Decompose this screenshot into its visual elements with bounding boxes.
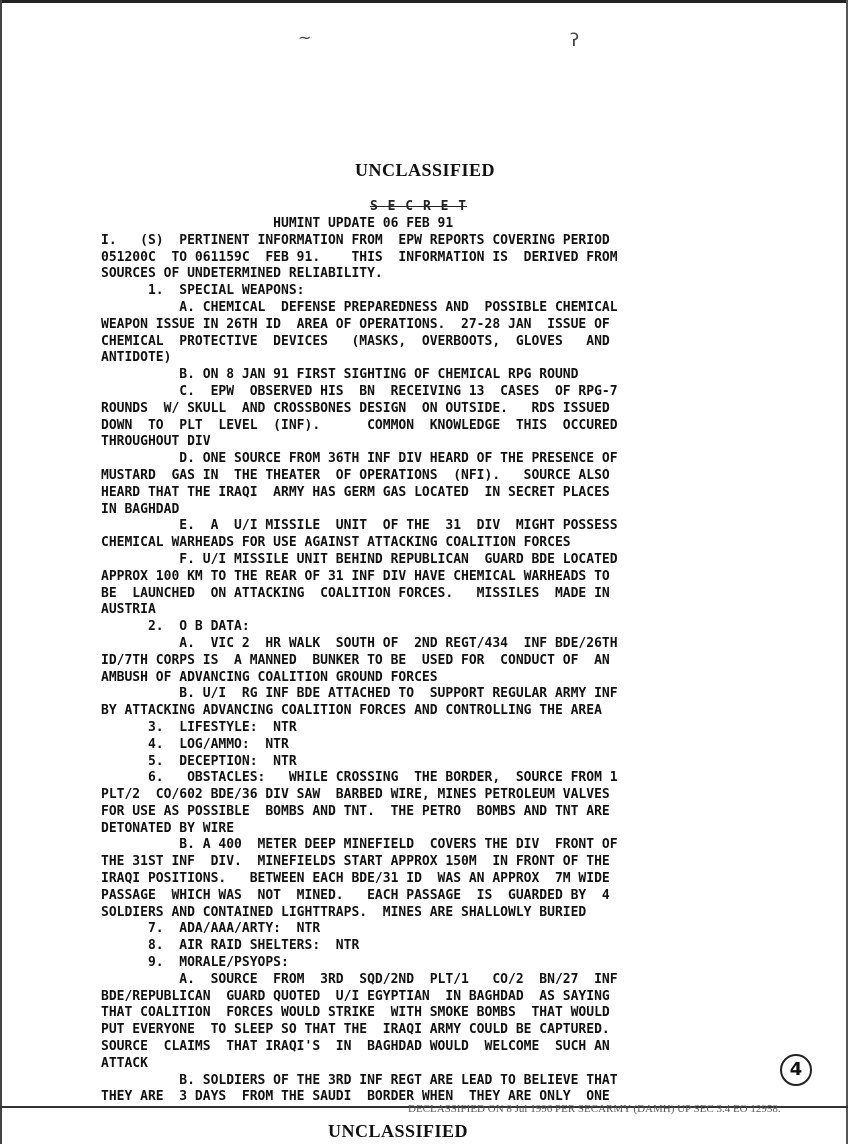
document-line: 1. SPECIAL WEAPONS: <box>101 283 305 299</box>
document-line: C. EPW OBSERVED HIS BN RECEIVING 13 CASES OF RPG-7 <box>101 383 618 399</box>
secret-marking-struck: S E C R E T <box>370 199 468 214</box>
document-line: PLT/2 CO/602 BDE/36 DIV SAW BARBED WIRE, MINES PETROLEUM VALVES <box>101 787 610 803</box>
document-line: HUMINT UPDATE 06 FEB 91 <box>101 216 454 231</box>
document-line: ANTIDOTE) <box>101 350 172 366</box>
document-line: SOURCES OF UNDETERMINED RELIABILITY. <box>101 266 383 282</box>
document-line: ROUNDS W/ SKULL AND CROSSBONES DESIGN ON OUTSIDE. RDS ISSUED <box>101 400 610 416</box>
document-line: I. (S) PERTINENT INFORMATION FROM EPW REPORTS COVERING PERIOD <box>101 232 610 248</box>
document-line: IRAQI POSITIONS. BETWEEN EACH BDE/31 ID WAS AN APPROX 7M WIDE <box>101 871 610 887</box>
document-line: PASSAGE WHICH WAS NOT MINED. EACH PASSAGE IS GUARDED BY 4 <box>101 887 610 903</box>
document-line: ATTACK <box>101 1055 148 1071</box>
document-line: THROUGHOUT DIV <box>101 434 211 450</box>
document-line: 8. AIR RAID SHELTERS: NTR <box>101 938 360 954</box>
document-line: B. U/I RG INF BDE ATTACHED TO SUPPORT REGULAR ARMY INF <box>101 686 618 702</box>
stray-pen-mark: ʔ <box>570 30 580 51</box>
document-line: CHEMICAL PROTECTIVE DEVICES (MASKS, OVERBOOTS, GLOVES AND <box>101 333 610 349</box>
document-line: ID/7TH CORPS IS A MANNED BUNKER TO BE USED FOR CONDUCT OF AN <box>101 652 610 668</box>
document-line: APPROX 100 KM TO THE REAR OF 31 INF DIV HAVE CHEMICAL WARHEADS TO <box>101 568 610 584</box>
document-line: B. ON 8 JAN 91 FIRST SIGHTING OF CHEMICAL RPG ROUND <box>101 367 579 383</box>
document-line: A. CHEMICAL DEFENSE PREPAREDNESS AND POSSIBLE CHEMICAL <box>101 299 618 315</box>
document-line: SOLDIERS AND CONTAINED LIGHTTRAPS. MINES ARE SHALLOWLY BURIED <box>101 904 587 920</box>
document-line: A. VIC 2 HR WALK SOUTH OF 2ND REGT/434 INF BDE/26TH <box>101 635 618 651</box>
document-line: BE LAUNCHED ON ATTACKING COALITION FORCES. MISSILES MADE IN <box>101 585 610 601</box>
document-body <box>101 216 761 1106</box>
document-line: AUSTRIA <box>101 602 156 618</box>
document-line: AMBUSH OF ADVANCING COALITION GROUND FORCES <box>101 669 438 685</box>
document-line: 4. LOG/AMMO: NTR <box>101 736 289 752</box>
document-line: DOWN TO PLT LEVEL (INF). COMMON KNOWLEDGE THIS OCCURED <box>101 417 618 433</box>
document-line: B. SOLDIERS OF THE 3RD INF REGT ARE LEAD TO BELIEVE THAT <box>101 1072 618 1088</box>
page-number-circle: 4 <box>780 1054 812 1086</box>
document-line: D. ONE SOURCE FROM 36TH INF DIV HEARD OF THE PRESENCE OF <box>101 451 618 467</box>
document-line: 9. MORALE/PSYOPS: <box>101 955 289 971</box>
document-line: 6. OBSTACLES: WHILE CROSSING THE BORDER, SOURCE FROM 1 <box>101 770 618 786</box>
document-line: BY ATTACKING ADVANCING COALITION FORCES AND CONTROLLING THE AREA <box>101 703 602 719</box>
document-line: PUT EVERYONE TO SLEEP SO THAT THE IRAQI ARMY COULD BE CAPTURED. <box>101 1022 610 1038</box>
stray-pen-mark: ~ <box>298 28 312 47</box>
document-line: MUSTARD GAS IN THE THEATER OF OPERATIONS (NFI). SOURCE ALSO <box>101 467 610 483</box>
document-line: 5. DECEPTION: NTR <box>101 753 297 769</box>
document-line: A. SOURCE FROM 3RD SQD/2ND PLT/1 CO/2 BN/27 INF <box>101 971 618 987</box>
classification-header: UNCLASSIFIED <box>354 160 496 180</box>
document-line: THEY ARE 3 DAYS FROM THE SAUDI BORDER WHEN THEY ARE ONLY ONE <box>101 1089 610 1105</box>
document-line: BDE/REPUBLICAN GUARD QUOTED U/I EGYPTIAN IN BAGHDAD AS SAYING <box>101 988 610 1004</box>
document-line: FOR USE AS POSSIBLE BOMBS AND TNT. THE PETRO BOMBS AND TNT ARE <box>101 803 610 819</box>
classification-footer: UNCLASSIFIED <box>327 1121 469 1141</box>
document-line: DETONATED BY WIRE <box>101 820 235 836</box>
document-line: HEARD THAT THE IRAQI ARMY HAS GERM GAS LOCATED IN SECRET PLACES <box>101 484 610 500</box>
document-line: B. A 400 METER DEEP MINEFIELD COVERS THE DIV FRONT OF <box>101 837 618 853</box>
document-line: CHEMICAL WARHEADS FOR USE AGAINST ATTACKING COALITION FORCES <box>101 535 571 551</box>
document-line: F. U/I MISSILE UNIT BEHIND REPUBLICAN GUARD BDE LOCATED <box>101 551 618 567</box>
scan-edge-top <box>0 0 848 3</box>
document-line: 051200C TO 061159C FEB 91. THIS INFORMATION IS DERIVED FROM <box>101 249 618 265</box>
document-line: THE 31ST INF DIV. MINEFIELDS START APPROX 150M IN FRONT OF THE <box>101 854 610 870</box>
document-line: 3. LIFESTYLE: NTR <box>101 719 297 735</box>
document-line: 2. O B DATA: <box>101 619 250 635</box>
document-line: IN BAGHDAD <box>101 501 180 517</box>
document-line: SOURCE CLAIMS THAT IRAQI'S IN BAGHDAD WOULD WELCOME SUCH AN <box>101 1039 610 1055</box>
document-line: E. A U/I MISSILE UNIT OF THE 31 DIV MIGHT POSSESS <box>101 518 618 534</box>
document-line: THAT COALITION FORCES WOULD STRIKE WITH SMOKE BOMBS THAT WOULD <box>101 1005 610 1021</box>
document-line: WEAPON ISSUE IN 26TH ID AREA OF OPERATIONS. 27-28 JAN ISSUE OF <box>101 316 610 332</box>
declassification-stamp: DECLASSIFIED ON 8 Jul 1996 PER SECARMY (DAMH) UP SEC 3.4 EO 12958. <box>408 1103 781 1115</box>
document-line: 7. ADA/AAA/ARTY: NTR <box>101 921 321 937</box>
